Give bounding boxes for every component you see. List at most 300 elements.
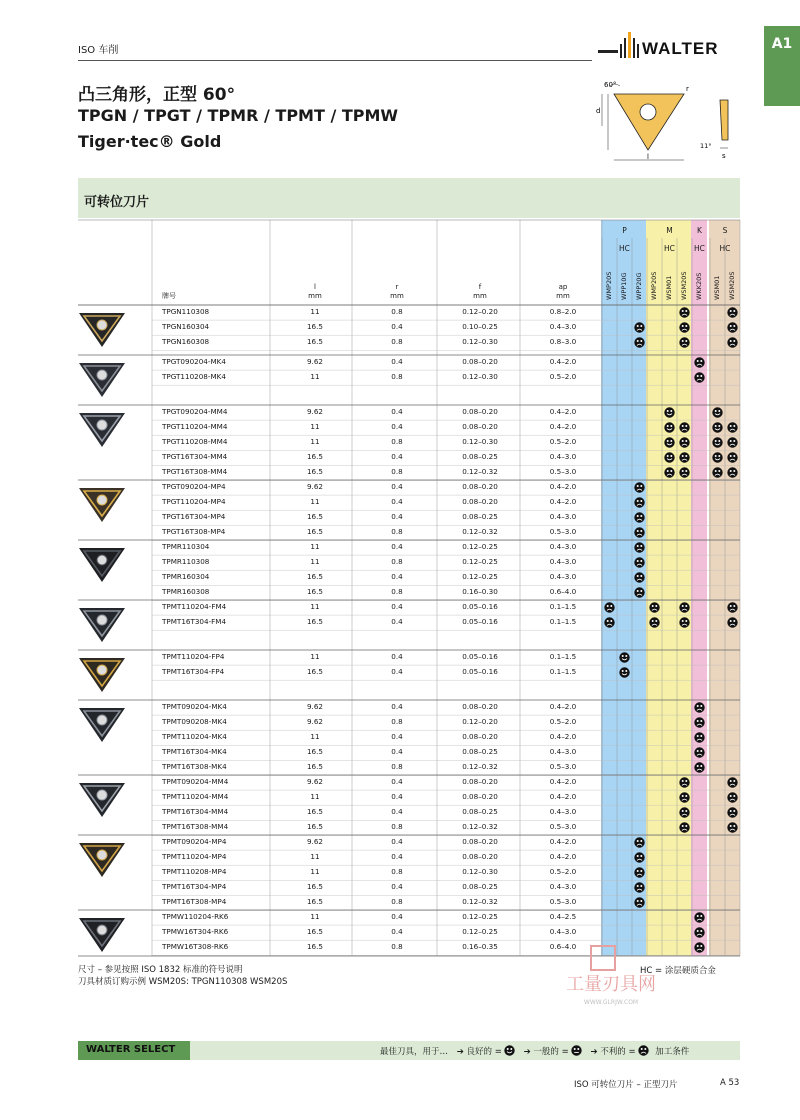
bad-face-icon [727, 307, 738, 318]
value-l: 16.5 [306, 322, 323, 332]
brand-text: WALTER [642, 39, 719, 58]
value-l: 16.5 [306, 897, 323, 907]
bad-face-icon [634, 837, 645, 848]
value-l: 9.62 [306, 777, 323, 786]
insert-image [76, 704, 128, 744]
designation: TPGN110308 [162, 307, 210, 316]
insert-image [76, 654, 128, 694]
page-number: A 53 [720, 1078, 740, 1088]
value-f: 0.08–0.20 [462, 837, 498, 846]
bad-face-icon [634, 882, 645, 893]
designation: TPMT090204-MK4 [162, 702, 227, 711]
normal-icon [571, 1045, 582, 1056]
designation: TPMT110204-MM4 [162, 792, 229, 802]
value-ap: 0.4–3.0 [549, 807, 577, 817]
bad-face-icon [649, 602, 660, 613]
grade-group-coating: HC [664, 244, 675, 253]
grade-name: WMP20S [605, 271, 613, 300]
insert-image [76, 839, 128, 879]
value-l: 9.62 [306, 702, 323, 711]
designation: TPGT090204-MK4 [162, 357, 226, 366]
value-f: 0.05–0.16 [462, 602, 498, 611]
value-l: 16.5 [306, 667, 323, 677]
grade-name: WSM20S [728, 271, 736, 300]
value-f: 0.12–0.25 [462, 572, 498, 582]
value-l: 9.62 [306, 407, 323, 416]
value-l: 16.5 [306, 807, 323, 817]
value-r: 0.8 [391, 527, 403, 537]
designation: TPMT16T304-FM4 [162, 617, 227, 627]
bad-face-icon [694, 927, 705, 938]
value-ap: 0.6–4.0 [549, 942, 577, 952]
value-f: 0.08–0.20 [462, 792, 498, 802]
value-r: 0.4 [391, 792, 403, 802]
bad-face-icon [679, 337, 690, 348]
col-l-header: l mm [308, 283, 322, 300]
value-r: 0.8 [391, 372, 403, 382]
value-r: 0.8 [391, 467, 403, 477]
value-ap: 0.5–3.0 [549, 467, 577, 477]
value-l: 9.62 [306, 357, 323, 366]
value-ap: 0.5–2.0 [549, 717, 577, 727]
value-f: 0.10–0.25 [462, 322, 498, 332]
bad-face-icon [679, 777, 690, 788]
value-f: 0.08–0.20 [462, 422, 498, 432]
bad-face-icon [694, 372, 705, 383]
value-r: 0.4 [391, 512, 403, 522]
bad-face-icon [694, 732, 705, 743]
bad-face-icon [694, 717, 705, 728]
svg-text:l: l [647, 153, 649, 161]
designation: TPMT110204-MK4 [162, 732, 227, 742]
bad-face-icon [634, 512, 645, 523]
designation: TPMR160304 [162, 572, 210, 582]
value-f: 0.08–0.20 [462, 357, 498, 366]
value-l: 11 [310, 912, 320, 921]
bad-face-icon [604, 602, 615, 613]
value-r: 0.4 [391, 912, 403, 921]
normal-face-icon [571, 1045, 582, 1056]
value-r: 0.4 [391, 852, 403, 862]
value-ap: 0.5–2.0 [549, 437, 577, 447]
value-ap: 0.4–2.0 [549, 792, 577, 802]
designation: TPMT16T304-MP4 [162, 882, 227, 892]
value-ap: 0.1–1.5 [549, 667, 577, 677]
value-r: 0.4 [391, 732, 403, 742]
value-l: 11 [310, 372, 320, 382]
designation: TPMR110308 [162, 557, 210, 567]
value-r: 0.4 [391, 652, 403, 661]
value-r: 0.4 [391, 667, 403, 677]
good-face-icon [664, 437, 675, 448]
value-r: 0.8 [391, 337, 403, 347]
value-l: 11 [310, 792, 320, 802]
value-f: 0.05–0.16 [462, 617, 498, 627]
value-f: 0.12–0.20 [462, 307, 498, 316]
bad-face-icon [727, 822, 738, 833]
value-l: 16.5 [306, 927, 323, 937]
bad-face-icon [634, 557, 645, 568]
value-r: 0.8 [391, 307, 403, 316]
value-r: 0.4 [391, 407, 403, 416]
value-f: 0.12–0.32 [462, 762, 498, 772]
value-ap: 0.5–3.0 [549, 897, 577, 907]
value-l: 11 [310, 497, 320, 507]
bad-face-icon [727, 437, 738, 448]
page-title: 凸三角形，正型 60° [78, 85, 236, 105]
bad-face-icon [638, 1045, 649, 1056]
value-ap: 0.4–3.0 [549, 512, 577, 522]
value-l: 16.5 [306, 882, 323, 892]
value-r: 0.4 [391, 572, 403, 582]
value-f: 0.12–0.30 [462, 867, 498, 877]
section-title: 可转位刀片 [84, 195, 150, 210]
col-designation-header: 牌号 [162, 292, 176, 300]
designation: TPMT090204-MP4 [162, 837, 227, 846]
designation: TPGT090204-MP4 [162, 482, 226, 491]
bad-face-icon [679, 822, 690, 833]
good-icon [504, 1045, 515, 1056]
good-face-icon [712, 422, 723, 433]
legend-good: ➔ 良好的 = [456, 1047, 502, 1057]
value-f: 0.12–0.25 [462, 927, 498, 937]
grade-name: WSM01 [713, 275, 721, 300]
insert-image [76, 409, 128, 449]
insert-image [76, 309, 128, 349]
value-r: 0.8 [391, 557, 403, 567]
value-f: 0.08–0.20 [462, 407, 498, 416]
value-f: 0.05–0.16 [462, 667, 498, 677]
designation: TPMW16T308-RK6 [162, 942, 229, 952]
bad-face-icon [727, 617, 738, 628]
value-l: 16.5 [306, 512, 323, 522]
grade-group-letter: M [666, 226, 673, 235]
svg-text:s: s [722, 152, 726, 160]
value-r: 0.4 [391, 602, 403, 611]
value-f: 0.08–0.20 [462, 482, 498, 491]
value-l: 11 [310, 542, 320, 551]
grade-name: WPP20G [635, 272, 643, 300]
bad-face-icon [634, 587, 645, 598]
value-ap: 0.4–3.0 [549, 322, 577, 332]
col-r-header: r mm [390, 283, 404, 300]
insert-types-title: TPGN / TPGT / TPMR / TPMT / TPMW [78, 106, 399, 125]
dimension-footnote: 尺寸 – 参见按照 ISO 1832 标准的符号说明 [78, 965, 243, 975]
bad-face-icon [694, 762, 705, 773]
value-r: 0.4 [391, 497, 403, 507]
value-f: 0.05–0.16 [462, 652, 498, 661]
value-ap: 0.4–3.0 [549, 882, 577, 892]
section-label: ISO 车削 [78, 45, 119, 56]
bad-face-icon [679, 422, 690, 433]
col-ap-header: ap mm [556, 283, 570, 300]
value-l: 11 [310, 867, 320, 877]
value-r: 0.4 [391, 747, 403, 757]
value-r: 0.8 [391, 942, 403, 952]
value-l: 16.5 [306, 452, 323, 462]
insert-image [76, 779, 128, 819]
bad-face-icon [634, 542, 645, 553]
grade-name: WMP20S [650, 271, 658, 300]
value-ap: 0.1–1.5 [549, 652, 577, 661]
value-ap: 0.4–3.0 [549, 452, 577, 462]
legend-bad: ➔ 不利的 = [590, 1047, 636, 1057]
value-f: 0.12–0.25 [462, 557, 498, 567]
value-r: 0.4 [391, 777, 403, 786]
designation: TPMT090204-MM4 [162, 777, 229, 786]
value-r: 0.4 [391, 702, 403, 711]
bad-face-icon [727, 777, 738, 788]
value-ap: 0.4–2.0 [549, 732, 577, 742]
designation: TPGT16T308-MP4 [162, 527, 226, 537]
bad-face-icon [727, 452, 738, 463]
value-ap: 0.4–2.0 [549, 852, 577, 862]
grade-group-coating: HC [719, 244, 731, 253]
value-f: 0.12–0.30 [462, 372, 498, 382]
footer-title: ISO 可转位刀片 – 正型刀片 [574, 1080, 678, 1090]
bad-face-icon [727, 337, 738, 348]
designation: TPMT16T304-MM4 [162, 807, 229, 817]
value-l: 11 [310, 557, 320, 567]
svg-text:r: r [686, 85, 689, 93]
bad-face-icon [634, 852, 645, 863]
value-r: 0.4 [391, 322, 403, 332]
value-r: 0.4 [391, 357, 403, 366]
designation: TPGT110208-MK4 [162, 372, 226, 382]
designation: TPMT16T304-FP4 [162, 667, 225, 677]
good-face-icon [664, 407, 675, 418]
designation: TPGT090204-MM4 [162, 407, 228, 416]
value-f: 0.08–0.20 [462, 777, 498, 786]
col-f-header: f mm [473, 283, 487, 300]
value-ap: 0.8–3.0 [549, 337, 577, 347]
value-ap: 0.6–4.0 [549, 587, 577, 597]
value-ap: 0.4–3.0 [549, 557, 577, 567]
designation: TPMT16T308-MP4 [162, 897, 227, 907]
bad-face-icon [604, 617, 615, 628]
designation: TPMT16T304-MK4 [162, 747, 227, 757]
value-f: 0.12–0.32 [462, 822, 498, 832]
value-r: 0.4 [391, 837, 403, 846]
value-ap: 0.4–2.0 [549, 702, 577, 711]
value-l: 16.5 [306, 467, 323, 477]
value-f: 0.12–0.20 [462, 717, 498, 727]
bad-face-icon [679, 322, 690, 333]
value-r: 0.4 [391, 882, 403, 892]
value-ap: 0.4–2.0 [549, 482, 577, 491]
value-r: 0.4 [391, 542, 403, 551]
good-face-icon [712, 407, 723, 418]
insert-image [76, 484, 128, 524]
bad-face-icon [649, 617, 660, 628]
value-f: 0.12–0.32 [462, 527, 498, 537]
designation: TPMT16T308-MK4 [162, 762, 227, 772]
bad-face-icon [634, 897, 645, 908]
value-f: 0.08–0.20 [462, 497, 498, 507]
designation: TPGT110204-MP4 [162, 497, 226, 507]
bad-face-icon [634, 337, 645, 348]
insert-image [76, 359, 128, 399]
svg-text:60°: 60° [604, 81, 617, 89]
value-r: 0.8 [391, 437, 403, 447]
designation: TPGT16T308-MM4 [162, 467, 228, 477]
bad-face-icon [727, 467, 738, 478]
bad-face-icon [664, 467, 675, 478]
grade-name: WSM20S [680, 271, 688, 300]
value-f: 0.12–0.25 [462, 542, 498, 551]
grade-name: WPP10G [620, 272, 628, 300]
bad-face-icon [694, 702, 705, 713]
value-ap: 0.1–1.5 [549, 602, 577, 611]
legend-conditions: 加工条件 [655, 1047, 690, 1057]
suitability-legend [380, 1045, 689, 1057]
value-r: 0.4 [391, 422, 403, 432]
grade-group-letter: K [697, 226, 702, 235]
value-r: 0.4 [391, 482, 403, 491]
value-f: 0.16–0.30 [462, 587, 498, 597]
value-ap: 0.5–3.0 [549, 762, 577, 772]
bad-face-icon [694, 942, 705, 953]
value-l: 11 [310, 732, 320, 742]
value-f: 0.12–0.30 [462, 437, 498, 447]
value-ap: 0.4–2.0 [549, 497, 577, 507]
bad-face-icon [634, 572, 645, 583]
value-l: 9.62 [306, 837, 323, 846]
bad-face-icon [727, 807, 738, 818]
bad-face-icon [727, 322, 738, 333]
designation: TPMT090208-MK4 [162, 717, 227, 727]
bad-face-icon [679, 467, 690, 478]
bad-icon [638, 1045, 649, 1056]
bad-face-icon [727, 792, 738, 803]
good-face-icon [619, 652, 630, 663]
grade-group-coating: HC [694, 244, 705, 253]
value-f: 0.12–0.25 [462, 912, 498, 921]
bad-face-icon [694, 747, 705, 758]
grade-name: WSM01 [665, 275, 673, 300]
value-ap: 0.4–2.0 [549, 407, 577, 416]
bad-face-icon [712, 467, 723, 478]
value-r: 0.8 [391, 717, 403, 727]
value-l: 11 [310, 852, 320, 862]
value-f: 0.12–0.32 [462, 897, 498, 907]
value-f: 0.08–0.25 [462, 747, 498, 757]
value-ap: 0.5–2.0 [549, 372, 577, 382]
value-l: 16.5 [306, 527, 323, 537]
value-f: 0.08–0.25 [462, 807, 498, 817]
insert-image [76, 914, 128, 954]
value-l: 16.5 [306, 337, 323, 347]
value-ap: 0.4–2.0 [549, 422, 577, 432]
hc-legend: HC = 涂层硬质合金 [640, 966, 716, 976]
legend-normal: ➔ 一般的 = [523, 1047, 569, 1057]
bad-face-icon [634, 497, 645, 508]
designation: TPGT16T304-MP4 [162, 512, 226, 522]
walter-select-label: WALTER SELECT [86, 1044, 176, 1055]
value-l: 9.62 [306, 717, 323, 727]
value-r: 0.8 [391, 867, 403, 877]
bad-face-icon [679, 602, 690, 613]
bad-face-icon [679, 807, 690, 818]
designation: TPMT16T308-MM4 [162, 822, 229, 832]
value-ap: 0.4–3.0 [549, 747, 577, 757]
order-example-footnote: 刀具材质订购示例 WSM20S: TPGN110308 WSM20S [78, 977, 288, 987]
value-l: 9.62 [306, 482, 323, 491]
value-l: 11 [310, 422, 320, 432]
designation: TPGT16T304-MM4 [162, 452, 228, 462]
good-face-icon [664, 422, 675, 433]
value-l: 16.5 [306, 617, 323, 627]
value-ap: 0.4–2.0 [549, 357, 577, 366]
value-r: 0.4 [391, 452, 403, 462]
value-ap: 0.4–2.0 [549, 777, 577, 786]
watermark [536, 944, 686, 1014]
good-face-icon [619, 667, 630, 678]
grade-name: WKK20S [695, 272, 703, 300]
value-ap: 0.4–3.0 [549, 927, 577, 937]
value-ap: 0.4–3.0 [549, 572, 577, 582]
insert-image [76, 544, 128, 584]
designation: TPGN160308 [162, 337, 210, 347]
svg-text:WWW.GLRJW.COM: WWW.GLRJW.COM [583, 999, 639, 1006]
bad-face-icon [634, 527, 645, 538]
value-ap: 0.8–2.0 [549, 307, 577, 316]
svg-text:工量刃具网: 工量刃具网 [566, 974, 656, 995]
value-ap: 0.5–3.0 [549, 822, 577, 832]
bad-face-icon [679, 452, 690, 463]
value-l: 11 [310, 437, 320, 447]
grade-title: Tiger·tec® Gold [78, 132, 222, 151]
value-f: 0.08–0.25 [462, 882, 498, 892]
legend-lead: 最佳刀具，用于… [380, 1047, 449, 1057]
bad-face-icon [727, 602, 738, 613]
bad-face-icon [679, 617, 690, 628]
value-r: 0.8 [391, 587, 403, 597]
value-l: 16.5 [306, 587, 323, 597]
value-f: 0.08–0.20 [462, 702, 498, 711]
designation: TPMR160308 [162, 587, 210, 597]
value-f: 0.12–0.32 [462, 467, 498, 477]
value-ap: 0.1–1.5 [549, 617, 577, 627]
designation: TPMW16T304-RK6 [162, 927, 229, 937]
value-l: 16.5 [306, 762, 323, 772]
page-tab: A1 [764, 26, 800, 106]
bad-face-icon [634, 482, 645, 493]
value-r: 0.4 [391, 807, 403, 817]
insert-image [76, 604, 128, 644]
value-l: 11 [310, 307, 320, 316]
value-f: 0.08–0.25 [462, 452, 498, 462]
bad-face-icon [679, 792, 690, 803]
value-f: 0.16–0.35 [462, 942, 498, 952]
designation: TPGT110204-MM4 [162, 422, 228, 432]
bad-face-icon [634, 322, 645, 333]
bad-face-icon [694, 912, 705, 923]
value-r: 0.4 [391, 617, 403, 627]
good-face-icon [664, 452, 675, 463]
value-r: 0.8 [391, 897, 403, 907]
value-f: 0.08–0.20 [462, 732, 498, 742]
value-ap: 0.4–3.0 [549, 542, 577, 551]
value-l: 11 [310, 602, 320, 611]
bad-face-icon [727, 422, 738, 433]
value-r: 0.8 [391, 762, 403, 772]
grade-group-coating: HC [619, 244, 630, 253]
designation: TPMT110204-FM4 [162, 602, 227, 611]
good-face-icon [504, 1045, 515, 1056]
designation: TPMT110204-MP4 [162, 852, 227, 862]
value-ap: 0.4–2.5 [549, 912, 577, 921]
